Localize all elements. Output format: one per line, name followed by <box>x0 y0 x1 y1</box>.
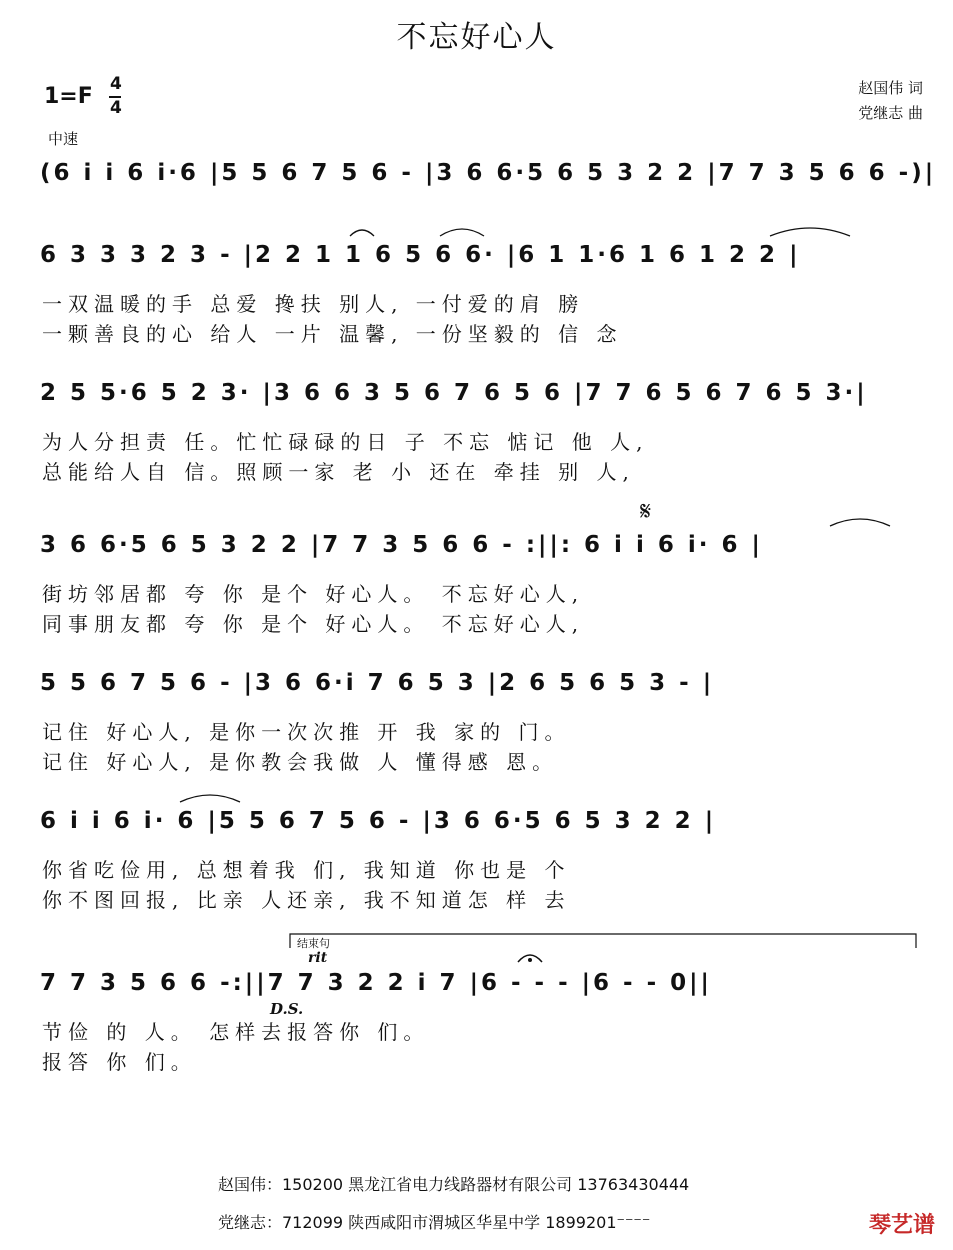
lyric-line: 街坊邻居都 夸 你 是个 好心人。 不忘好心人, <box>42 582 585 606</box>
slur <box>180 795 240 802</box>
slur <box>830 519 890 526</box>
fermata-dot <box>528 958 532 962</box>
lyric-line: 同事朋友都 夸 你 是个 好心人。 不忘好心人, <box>42 612 585 636</box>
lyric-line: 总能给人自 信。照顾一家 老 小 还在 牵挂 别 人, <box>42 460 635 484</box>
lyric-line: 记住 好心人, 是你一次次推 开 我 家的 门。 <box>42 720 571 744</box>
site-logo: 琴艺谱 <box>868 1213 935 1238</box>
contact-line: 党继志：712099 陕西咸阳市渭城区华星中学 1899201⁻⁻⁻⁻ <box>218 1213 651 1232</box>
slur <box>440 229 484 236</box>
contact-line: 赵国伟：150200 黑龙江省电力线路器材有限公司 13763430444 <box>218 1175 690 1194</box>
notation-line: 6 3 3 3 2 3 - |2 2 1 1 6 5 6 6· |6 1 1·6 1 6 1 2 2 | <box>40 242 801 268</box>
lyric-line: 节俭 的 人。 怎样去报答你 们。 <box>42 1020 430 1044</box>
lyric-line: 一颗善良的心 给人 一片 温馨, 一份坚毅的 信 念 <box>42 322 623 346</box>
notation-line: 3 6 6·5 6 5 3 2 2 |7 7 3 5 6 6 - :||: 6 i i 6 i· 6 | <box>40 532 763 558</box>
lyric-line: 记住 好心人, 是你教会我做 人 懂得感 恩。 <box>42 750 559 774</box>
tempo-marking: 中速 <box>48 130 79 148</box>
lyric-line: 一双温暖的手 总爱 搀扶 别人, 一付爱的肩 膀 <box>42 292 585 316</box>
notation-line: 2 5 5·6 5 2 3· |3 6 6 3 5 6 7 6 5 6 |7 7 6 5 6 7 6 5 3·| <box>40 380 868 406</box>
dal-segno-marking: D.S. <box>270 1000 304 1018</box>
lyricist-credit: 赵国伟 词 <box>858 79 923 97</box>
notation-line: (6 i i 6 i·6 |5 5 6 7 5 6 - |3 6 6·5 6 5 3 2 2 |7 7 3 5 6 6 -)| <box>40 160 937 186</box>
slur <box>350 230 374 236</box>
ending-label: 结束句 <box>297 937 330 950</box>
ritardando-marking: rit <box>308 950 328 966</box>
song-title: 不忘好心人 <box>396 20 557 55</box>
lyric-line: 你省吃俭用, 总想着我 们, 我知道 你也是 个 <box>42 858 571 882</box>
notation-line: 6 i i 6 i· 6 |5 5 6 7 5 6 - |3 6 6·5 6 5 3 2 2 | <box>40 808 717 834</box>
lyric-line: 报答 你 们。 <box>42 1050 197 1074</box>
key-signature: 1=F <box>44 84 93 109</box>
lyric-line: 为人分担责 任。忙忙碌碌的日 子 不忘 惦记 他 人, <box>42 430 649 454</box>
notation-line: 7 7 3 5 6 6 -:||7 7 3 2 2 i 7 |6 - - - |6 - - 0|| <box>40 970 712 996</box>
ending-bracket <box>290 934 916 948</box>
slur <box>770 228 850 236</box>
segno-sign: 𝄋 <box>640 497 652 527</box>
time-signature-denominator: 4 <box>110 98 122 118</box>
notation-line: 5 5 6 7 5 6 - |3 6 6·i 7 6 5 3 |2 6 5 6 5 3 - | <box>40 670 715 696</box>
composer-credit: 党继志 曲 <box>858 104 923 122</box>
time-signature-numerator: 4 <box>110 74 122 94</box>
lyric-line: 你不图回报, 比亲 人还亲, 我不知道怎 样 去 <box>42 888 571 912</box>
